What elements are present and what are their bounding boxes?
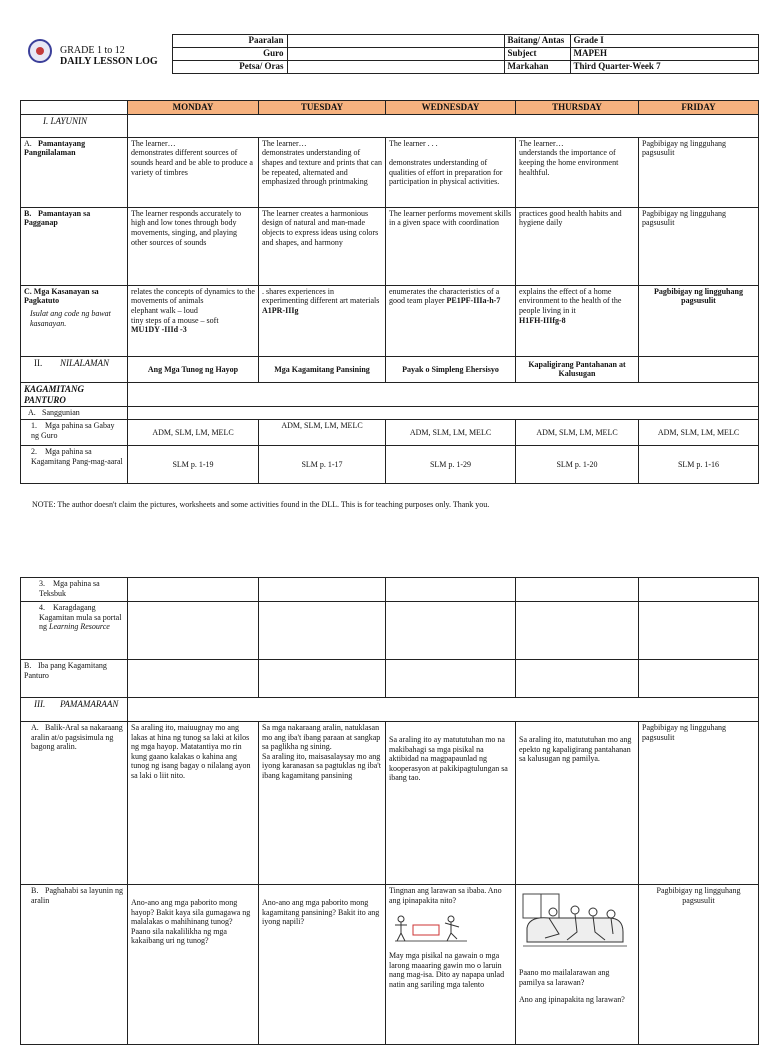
day-tuesday: TUESDAY — [259, 101, 386, 115]
pamantayang-label: A. Pamantayang Pangnilalaman — [21, 137, 128, 207]
karagdagang-tuesday — [259, 602, 386, 660]
paghahabi-monday: Ano-ano ang mga paborito mong hayop? Bakit kaya sila gumagawa ng malalakas o mahihinang tunog? Paano sila nakalilikha ng mga kakaibang uri ng tunog? — [128, 885, 259, 1045]
kagamitan-thursday: SLM p. 1-20 — [516, 445, 639, 483]
logo-cell — [20, 35, 172, 74]
pamantayang-tuesday: The learner… demonstrates understanding of shapes and texture and prints that can be repeated, alternated and emphasized through printmaking — [259, 137, 386, 207]
nilalaman-friday — [639, 356, 759, 382]
balik-friday: Pagbibigay ng lingguhang pagsusulit — [639, 722, 759, 885]
paghahabi-thursday: Paano mo mailalarawan ang pamilya sa larawan? Ano ang ipinapakita ng larawan? — [516, 885, 639, 1045]
kagamitan-blank — [128, 382, 759, 407]
gabay-monday: ADM, SLM, LM, MELC — [128, 419, 259, 445]
day-friday: FRIDAY — [639, 101, 759, 115]
kasanayan-friday: Pagbibigay ng lingguhang pagsusulit — [639, 285, 759, 356]
pamantayang-wednesday: The learner . . . demonstrates understanding of qualities of effort in preparation for participation in physical activities. — [386, 137, 516, 207]
nilalaman-monday: Ang Mga Tunog ng Hayop — [128, 356, 259, 382]
lesson-table-page1 — [20, 100, 759, 484]
paaralan-value[interactable] — [287, 35, 504, 48]
kagamitan-wednesday: SLM p. 1-29 — [386, 445, 516, 483]
kasanayan-tuesday: . shares experiences in experimenting different art materials A1PR-IIIg — [259, 285, 386, 356]
pamantayang-monday: The learner… demonstrates different sources of sounds heard and be able to produce a variety of timbres — [128, 137, 259, 207]
lesson-table-page2 — [20, 577, 759, 1045]
section-kagamitan: KAGAMITANG PANTURO — [21, 382, 128, 407]
kagamitan-friday: SLM p. 1-16 — [639, 445, 759, 483]
teksbuk-friday — [639, 578, 759, 602]
karagdagang-monday — [128, 602, 259, 660]
paghahabi-wednesday: Tingnan ang larawan sa ibaba. Ano ang ipinapakita nito? May mga pisikal na gawain o mga larong maaaring gawin mo o laruin nang mag-isa. Dito ay napapa unlad natin ang sariling mga talento — [386, 885, 516, 1045]
karagdagang-label: 4. Karagdagang Kagamitan mula sa portal ng Learning Resource — [21, 602, 128, 660]
section-layunin: I. LAYUNIN — [21, 114, 128, 137]
kagamitan-pages-label: 2. Mga pahina sa Kagamitang Pang-mag-aaral — [21, 445, 128, 483]
kasanayan-monday: relates the concepts of dynamics to the movements of animals elephant walk – loud tiny steps of a mouse – soft MU1DY -IIId -3 — [128, 285, 259, 356]
sanggunian-blank — [128, 407, 759, 420]
pagganap-friday: Pagbibigay ng lingguhang pagsusulit — [639, 207, 759, 285]
petsa-value[interactable] — [287, 61, 504, 74]
kagamitan-tuesday: SLM p. 1-17 — [259, 445, 386, 483]
pagganap-thursday: practices good health habits and hygiene daily — [516, 207, 639, 285]
kagamitan-monday: SLM p. 1-19 — [128, 445, 259, 483]
guro-label: Guro — [172, 48, 287, 61]
markahan-value: Third Quarter-Week 7 — [570, 61, 758, 74]
kasanayan-wednesday: enumerates the characteristics of a good team player PE1PF-IIIa-h-7 — [386, 285, 516, 356]
section-pamamaraan: III. PAMAMARAAN — [21, 698, 128, 722]
gabay-wednesday: ADM, SLM, LM, MELC — [386, 419, 516, 445]
kasanayan-thursday: explains the effect of a home environment to the health of the people living in it H1FH-IIIfg-8 — [516, 285, 639, 356]
pamamaraan-blank — [128, 698, 759, 722]
pagganap-label: B. Pamantayan sa Pagganap — [21, 207, 128, 285]
iba-thursday — [516, 660, 639, 698]
baitang-value: Grade I — [570, 35, 758, 48]
paaralan-label: Paaralan — [172, 35, 287, 48]
pamantayang-thursday: The learner… understands the importance of keeping the home environment healthful. — [516, 137, 639, 207]
day-wednesday: WEDNESDAY — [386, 101, 516, 115]
exercise-picture — [391, 911, 471, 945]
header-table — [20, 34, 759, 74]
balik-thursday: Sa araling ito, matututuhan mo ang epekto ng kapaligirang pantahanan sa kalusugan ng pamilya. — [516, 722, 639, 885]
corner-cell — [21, 101, 128, 115]
section-nilalaman: II. NILALAMAN — [21, 356, 128, 382]
balik-label: A. Balik-Aral sa nakaraang aralin at/o pagsisimula ng bagong aralin. — [21, 722, 128, 885]
dll-title: DAILY LESSON LOG — [60, 55, 158, 67]
nilalaman-tuesday: Mga Kagamitang Pansining — [259, 356, 386, 382]
iba-wednesday — [386, 660, 516, 698]
disclaimer-note: NOTE: The author doesn't claim the pictures, worksheets and some activities found in the DLL. This is for teaching purposes only. Thank you. — [32, 500, 490, 509]
pamantayang-friday: Pagbibigay ng lingguhang pagsusulit — [639, 137, 759, 207]
paghahabi-label: B. Paghahabi sa layunin ng aralin — [21, 885, 128, 1045]
karagdagang-wednesday — [386, 602, 516, 660]
gabay-label: 1. Mga pahina sa Gabay ng Guro — [21, 419, 128, 445]
teksbuk-label: 3. Mga pahina sa Teksbuk — [21, 578, 128, 602]
karagdagang-thursday — [516, 602, 639, 660]
iba-tuesday — [259, 660, 386, 698]
balik-monday: Sa araling ito, maiuugnay mo ang lakas at hina ng tunog sa laki at kilos ng mga hayop. Matatantiya mo rin kung gaano kalakas o kahina ang tunog ng isang bagay o nilalang ayon sa laki o liit nito. — [128, 722, 259, 885]
pagganap-wednesday: The learner performs movement skills in a given space with coordination — [386, 207, 516, 285]
gabay-thursday: ADM, SLM, LM, MELC — [516, 419, 639, 445]
subject-value: MAPEH — [570, 48, 758, 61]
iba-label: B. Iba pang Kagamitang Panturo — [21, 660, 128, 698]
nilalaman-thursday: Kapaligirang Pantahanan at Kalusugan — [516, 356, 639, 382]
paghahabi-friday: Pagbibigay ng lingguhang pagsusulit — [639, 885, 759, 1045]
layunin-blank — [128, 114, 759, 137]
teksbuk-wednesday — [386, 578, 516, 602]
grade-label: GRADE 1 to 12 — [60, 44, 125, 56]
karagdagang-friday — [639, 602, 759, 660]
gabay-tuesday: ADM, SLM, LM, MELC — [259, 419, 386, 445]
iba-monday — [128, 660, 259, 698]
balik-tuesday: Sa mga nakaraang aralin, natuklasan mo ang iba't ibang paraan at sangkap sa paglikha ng sining. Sa araling ito, maisasalaysay mo ang iyong karanasan sa pagtuklas ng iba't ibang kagamitang pansining — [259, 722, 386, 885]
sanggunian-label: A. Sanggunian — [21, 407, 128, 420]
markahan-label: Markahan — [504, 61, 570, 74]
kasanayan-label: C. Mga Kasanayan sa Pagkatuto Isulat ang code ng bawat kasanayan. — [21, 285, 128, 356]
balik-wednesday: Sa araling ito ay matututuhan mo na makibahagi sa mga pisikal na aktibidad na magpapaunlad ng kooperasyon at pakikipagtulungan sa ibang tao. — [386, 722, 516, 885]
nilalaman-wednesday: Payak o Simpleng Ehersisyo — [386, 356, 516, 382]
pagganap-tuesday: The learner creates a harmonious design of natural and man-made objects to express ideas using colors and shapes, and harmony — [259, 207, 386, 285]
paghahabi-tuesday: Ano-ano ang mga paborito mong kagamitang pansining? Bakit ito ang iyong napili? — [259, 885, 386, 1045]
teksbuk-monday — [128, 578, 259, 602]
day-monday: MONDAY — [128, 101, 259, 115]
petsa-label: Petsa/ Oras — [172, 61, 287, 74]
family-picture — [519, 888, 631, 948]
gabay-friday: ADM, SLM, LM, MELC — [639, 419, 759, 445]
subject-label: Subject — [504, 48, 570, 61]
teksbuk-thursday — [516, 578, 639, 602]
day-thursday: THURSDAY — [516, 101, 639, 115]
guro-value[interactable] — [287, 48, 504, 61]
deped-seal-icon — [28, 39, 52, 63]
teksbuk-tuesday — [259, 578, 386, 602]
baitang-label: Baitang/ Antas — [504, 35, 570, 48]
pagganap-monday: The learner responds accurately to high and low tones through body movements, singing, and playing other sources of sounds — [128, 207, 259, 285]
iba-friday — [639, 660, 759, 698]
